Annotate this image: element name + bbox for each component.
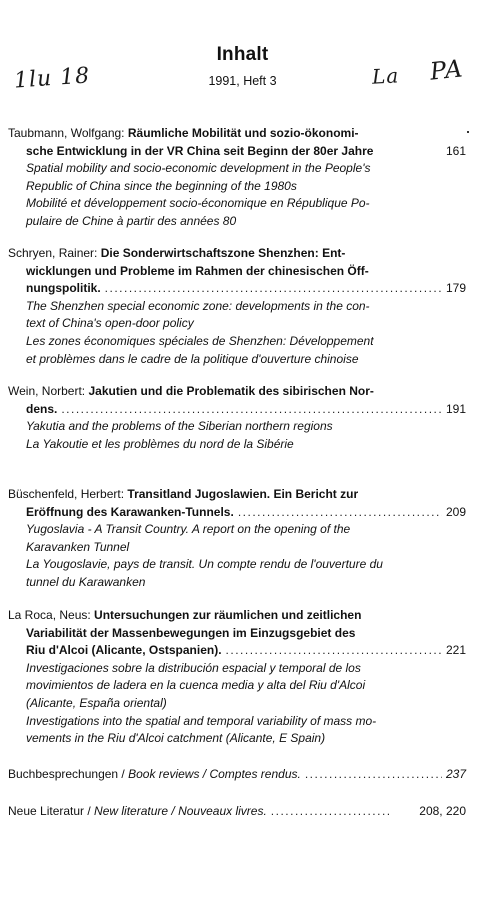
reviews-label-de: Buchbesprechungen / xyxy=(8,767,129,781)
issue-label: 1991, Heft 3 xyxy=(208,74,277,88)
dot-leader xyxy=(226,642,442,660)
reviews-page: 237 xyxy=(445,767,466,781)
entry-page: 209 xyxy=(445,504,466,519)
dot-leader xyxy=(271,803,391,820)
dot-leader xyxy=(305,766,442,783)
toc-entry-taubmann[interactable] xyxy=(8,125,466,231)
entry-english-title: Yugoslavia - A Transit Country. A report on the opening of the xyxy=(26,522,351,537)
toc-entry-wein[interactable] xyxy=(8,383,466,453)
entry-english-title: vements in the Riu d'Alcoi catchment (Alicante, E Spain) xyxy=(26,731,326,746)
entry-french-title: et problèmes dans le cadre de la politique d'ouverture chinoise xyxy=(26,351,359,366)
entry-english-title: Republic of China since the beginning of the 1980s xyxy=(26,178,297,193)
toc-entry-book-reviews[interactable] xyxy=(8,766,466,783)
dot-leader xyxy=(61,401,442,419)
dot-leader xyxy=(105,280,442,298)
entry-french-title: Les zones économiques spéciales de Shenzhen: Développement xyxy=(26,333,374,348)
entry-french-title: La Yougoslavie, pays de transit. Un compte rendu de l'ouverture du xyxy=(26,557,383,572)
entry-title: Räumliche Mobilität und sozio-ökonomi- xyxy=(127,126,359,140)
entry-title: sche Entwicklung in der VR China seit Beginn der 80er Jahre xyxy=(26,143,374,158)
entry-title: Variabilität der Massenbewegungen im Einzugsgebiet des xyxy=(26,625,356,640)
entry-title: Die Sonderwirtschaftszone Shenzhen: Ent- xyxy=(100,246,346,260)
entry-french-title: tunnel du Karawanken xyxy=(26,574,146,589)
entry-author: Taubmann, Wolfgang: xyxy=(8,126,128,140)
entry-title: Jakutien und die Problematik des sibirischen Nor- xyxy=(88,384,374,398)
entry-french-title: La Yakoutie et les problèmes du nord de la Sibérie xyxy=(26,436,294,451)
entry-title: Riu d'Alcoi (Alicante, Ostspanien). xyxy=(26,643,222,658)
entry-title: wicklungen und Probleme im Rahmen der chinesischen Öff- xyxy=(26,263,369,278)
toc-entry-laroca[interactable] xyxy=(8,607,466,748)
entry-title: Eröffnung des Karawanken-Tunnels. xyxy=(26,504,234,519)
entry-page: 161 xyxy=(445,143,466,158)
entry-spanish-title: (Alicante, España oriental) xyxy=(26,695,167,710)
literature-pages: 208, 220 xyxy=(419,804,466,818)
handwritten-note-right: PA xyxy=(428,54,465,86)
entry-author: Wein, Norbert: xyxy=(8,384,89,398)
entry-page: 179 xyxy=(445,281,466,296)
entry-title: Untersuchungen zur räumlichen und zeitlichen xyxy=(94,608,362,622)
entry-title: nungspolitik. xyxy=(26,281,101,296)
dot-leader xyxy=(238,504,442,522)
entry-author: Büschenfeld, Herbert: xyxy=(8,487,128,501)
page-title: Inhalt xyxy=(216,44,269,65)
entry-spanish-title: Investigaciones sobre la distribución espacial y temporal de los xyxy=(26,660,361,675)
entry-author: La Roca, Neus: xyxy=(8,608,95,622)
entry-spanish-title: movimientos de ladera en la cuenca media y alta del Riu d'Alcoi xyxy=(26,678,366,693)
entry-page: 221 xyxy=(445,643,466,658)
entry-english-title: Spatial mobility and socio-economic development in the People's xyxy=(26,161,371,176)
literature-label-rest: New literature / Nouveaux livres. xyxy=(94,804,267,818)
handwritten-note-mid: La xyxy=(371,63,400,89)
entry-author: Schryen, Rainer: xyxy=(8,246,101,260)
entry-english-title: Investigations into the spatial and temporal variability of mass mo- xyxy=(26,713,377,728)
entry-french-title: Mobilité et développement socio-économique en République Po- xyxy=(26,196,370,211)
entry-title: dens. xyxy=(26,401,58,416)
entry-english-title: The Shenzhen special economic zone: developments in the con- xyxy=(26,298,370,313)
handwritten-note-left: 1lu 18 xyxy=(13,63,91,94)
entry-english-title: text of China's open-door policy xyxy=(26,316,194,331)
entry-english-title: Yakutia and the problems of the Siberian northern regions xyxy=(26,419,333,434)
entry-english-title: Karavanken Tunnel xyxy=(26,539,130,554)
entry-page: 191 xyxy=(445,401,466,416)
literature-label-de: Neue Literatur / xyxy=(8,804,95,818)
entry-french-title: pulaire de Chine à partir des années 80 xyxy=(26,213,237,228)
entry-title: Transitland Jugoslawien. Ein Bericht zur xyxy=(127,487,359,501)
scan-speck xyxy=(467,131,469,133)
reviews-label-rest: Book reviews / Comptes rendus. xyxy=(128,767,301,781)
toc-entry-schryen[interactable] xyxy=(8,245,466,368)
toc-entry-new-literature[interactable] xyxy=(8,803,466,820)
toc-entry-bueschenfeld[interactable] xyxy=(8,486,466,592)
